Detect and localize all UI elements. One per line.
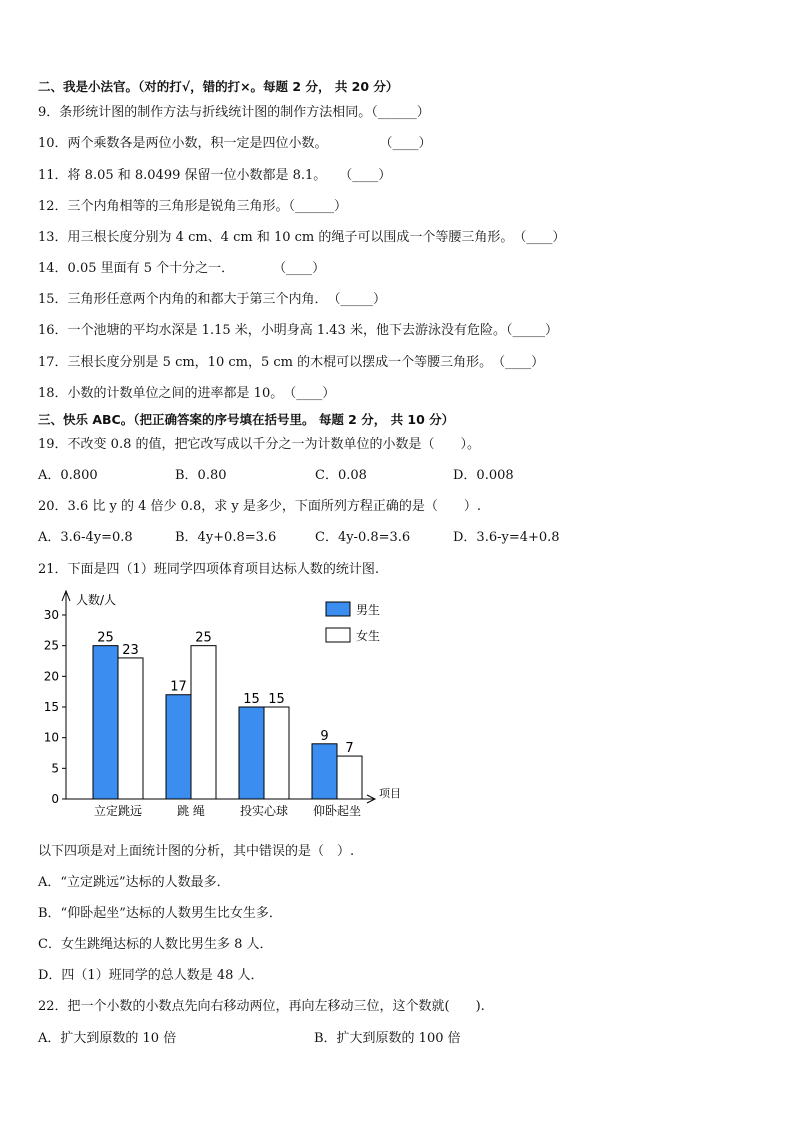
chart-legend [326,602,380,643]
q21-option-a: A．“立定跳远”达标的人数最多． [38,875,230,890]
y-tick-label: 25 [43,638,59,653]
y-tick-label: 20 [43,669,59,684]
bar-girls [118,658,143,799]
bar-value-label: 23 [122,642,139,658]
question-22-stem: 22．把一个小数的小数点先向右移动两位，再向左移动三位，这个数就( ). [38,999,485,1014]
bar-chart [30,585,410,825]
bar-boys [312,744,337,799]
y-tick-label: 30 [43,608,59,622]
bar-value-label: 25 [97,630,114,646]
q19-option-a: A．0.800 [38,468,98,483]
category-label: 跳 绳 [177,804,205,818]
q19-option-d: D．0.008 [453,468,514,483]
chart-bars [93,646,362,799]
question-15: 15．三角形任意两个内角的和都大于第三个内角． （_____） [38,292,387,307]
section-3-header: 三、快乐 ABC。（把正确答案的序号填在括号里。 每题 2 分， 共 10 分） [38,412,455,427]
bar-boys [239,707,264,799]
q20-option-c: C．4y-0.8=3.6 [315,530,411,545]
question-9: 9．条形统计图的制作方法与折线统计图的制作方法相同。（______） [38,105,430,120]
bar-girls [264,707,289,799]
bar-value-label: 17 [170,679,187,695]
bar-value-label: 15 [268,692,285,707]
q21-option-b: B．“仰卧起坐”达标的人数男生比女生多． [38,906,282,921]
question-21-stem: 21．下面是四（1）班同学四项体育项目达标人数的统计图. [38,562,379,577]
question-12: 12．三个内角相等的三角形是锐角三角形。（______） [38,199,348,214]
legend-swatch [326,628,350,642]
q19-option-c: C．0.08 [315,468,367,483]
bar-boys [93,646,118,799]
legend-swatch [326,602,350,616]
question-18: 18．小数的计数单位之间的进率都是 10。 （____） [38,386,336,401]
q19-option-b: B．0.80 [175,468,227,483]
question-19-stem: 19．不改变 0.8 的值，把它改写成以千分之一为计数单位的小数是（ ）。 [38,437,480,452]
bar-value-label: 15 [243,692,260,707]
section-2-header: 二、我是小法官。（对的打√，错的打×。每题 2 分， 共 20 分） [38,79,399,94]
y-tick-label: 10 [43,730,59,745]
category-label: 仰卧起坐 [312,804,362,818]
question-16: 16．一个池塘的平均水深是 1.15 米，小明身高 1.43 米，他下去游泳没有危险。（_____） [38,323,558,338]
bar-value-label: 9 [320,728,329,744]
category-label: 立定跳远 [93,804,143,818]
question-13: 13．用三根长度分别为 4 cm、4 cm 和 10 cm 的绳子可以围成一个等腰三角形。 （____） [38,230,566,245]
q20-option-b: B．4y+0.8=3.6 [175,530,277,545]
bar-girls [337,756,362,799]
q21-option-d: D．四（1）班同学的总人数是 48 人． [38,968,264,983]
q21-option-c: C．女生跳绳达标的人数比男生多 8 人． [38,937,273,952]
y-tick-label: 5 [51,761,59,776]
question-14: 14．0.05 里面有 5 个十分之一． （____） [38,261,326,276]
bar-girls [191,646,216,799]
bar-value-label: 25 [195,630,212,646]
q20-option-a: A．3.6-4y=0.8 [38,530,133,545]
y-tick-label: 0 [51,792,59,806]
bar-boys [166,695,191,799]
category-label: 投实心球 [239,804,289,818]
q22-option-a: A．扩大到原数的 10 倍 [38,1031,177,1046]
x-axis-label: 项目 [379,787,401,800]
question-10: 10．两个乘数各是两位小数，积一定是四位小数。 （____） [38,136,432,151]
question-21-question: 以下四项是对上面统计图的分析，其中错误的是（ ）. [38,844,355,859]
question-17: 17．三根长度分别是 5 cm，10 cm，5 cm 的木棍可以摆成一个等腰三角形。 （____） [38,355,545,370]
q22-option-b: B．扩大到原数的 100 倍 [314,1031,461,1046]
bar-value-label: 7 [345,741,354,757]
legend-label: 男生 [356,603,381,617]
y-tick-label: 15 [43,700,59,714]
question-11: 11．将 8.05 和 8.0499 保留一位小数都是 8.1。 （____） [38,168,392,183]
y-axis-label: 人数/人 [76,593,117,607]
question-20-stem: 20．3.6 比 y 的 4 倍少 0.8，求 y 是多少，下面所列方程正确的是（ ）. [38,499,482,514]
legend-label: 女生 [356,629,381,643]
q20-option-d: D．3.6-y=4+0.8 [453,530,560,545]
